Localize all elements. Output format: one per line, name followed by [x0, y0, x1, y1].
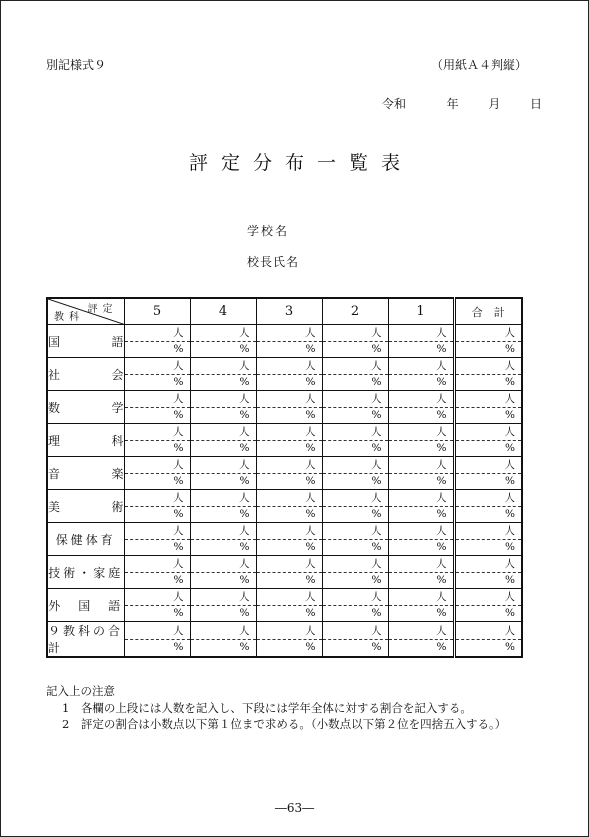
total-cell[interactable] [454, 391, 522, 424]
percent-field[interactable]: % [173, 408, 184, 421]
percent-field[interactable]: % [505, 573, 515, 586]
total-cell[interactable] [454, 424, 522, 457]
subject-name-text [48, 564, 124, 581]
count-field[interactable]: 人 [389, 524, 453, 540]
count-field[interactable]: 人 [456, 624, 522, 640]
percent-field[interactable]: % [173, 640, 184, 653]
percent-field[interactable]: % [305, 474, 316, 487]
percent-field[interactable]: % [305, 540, 316, 553]
grade-cell[interactable] [256, 325, 322, 358]
subject-name [47, 589, 124, 622]
grade-cell[interactable] [322, 424, 388, 457]
subject-label: 保健体育 [55, 532, 116, 547]
count-field[interactable]: 人 [257, 590, 322, 606]
grade-cell[interactable] [388, 556, 454, 589]
percent-field[interactable]: % [371, 474, 382, 487]
grade-cell[interactable] [190, 622, 256, 658]
grade-cell[interactable] [388, 622, 454, 658]
grade-cell[interactable] [124, 622, 190, 658]
date-line [382, 95, 542, 112]
count-field[interactable]: 人 [191, 326, 256, 342]
subject-name-text [48, 333, 124, 350]
count-field[interactable]: 人 [389, 326, 453, 342]
total-cell[interactable] [454, 622, 522, 658]
percent-field[interactable]: % [371, 408, 382, 421]
count-field[interactable]: 人 [456, 590, 522, 606]
corner-diagonal-cell [47, 298, 124, 325]
paper-size-note: （用紙Ａ４判縦） [430, 58, 527, 72]
grade-cell[interactable] [124, 556, 190, 589]
subject-char-last: 楽 [111, 466, 124, 481]
subject-char-last: 会 [111, 367, 124, 382]
subject-name-text [48, 597, 124, 614]
count-field[interactable]: 人 [456, 359, 522, 375]
grade-cell[interactable] [322, 391, 388, 424]
subject-name [47, 622, 124, 658]
grade-cell[interactable] [322, 622, 388, 658]
subject-name [47, 490, 124, 523]
subject-name-text [48, 366, 124, 383]
notes [46, 683, 506, 733]
subject-name-text [48, 465, 124, 482]
total-cell[interactable] [454, 556, 522, 589]
subject-name-text [48, 498, 124, 515]
notes-heading: 記入上の注意 [46, 684, 115, 698]
table-row [47, 391, 522, 424]
count-field[interactable]: 人 [456, 425, 522, 441]
count-field[interactable]: 人 [323, 491, 388, 507]
count-field[interactable]: 人 [389, 425, 453, 441]
table-row [47, 622, 522, 658]
grade-cell[interactable] [124, 358, 190, 391]
percent-field[interactable]: % [305, 441, 316, 454]
percent-field[interactable]: % [505, 342, 515, 355]
percent-field[interactable]: % [305, 606, 316, 619]
grade-cell[interactable] [256, 622, 322, 658]
subject-label: ９教科の合計 [48, 624, 124, 655]
percent-field[interactable]: % [505, 441, 515, 454]
percent-field[interactable]: % [305, 342, 316, 355]
percent-field[interactable]: % [239, 474, 250, 487]
percent-field[interactable]: % [173, 342, 184, 355]
table-row [47, 424, 522, 457]
grade-cell[interactable] [190, 589, 256, 622]
count-field[interactable]: 人 [191, 557, 256, 573]
count-field[interactable]: 人 [191, 425, 256, 441]
count-field[interactable]: 人 [323, 524, 388, 540]
percent-field[interactable]: % [371, 507, 382, 520]
subject-name-text [48, 432, 124, 449]
count-field[interactable]: 人 [257, 458, 322, 474]
page-title: 評定分布一覧表 [188, 152, 413, 174]
note-item-2: 2 評定の割合は小数点以下第１位まで求める。（小数点以下第２位を四捨五入する。） [62, 717, 507, 731]
table-row [47, 358, 522, 391]
count-field[interactable]: 人 [257, 326, 322, 342]
subject-label: 技術・家庭 [48, 565, 124, 580]
grade-cell[interactable] [124, 523, 190, 556]
count-field[interactable]: 人 [389, 590, 453, 606]
grade-cell[interactable] [322, 358, 388, 391]
count-field[interactable]: 人 [323, 326, 388, 342]
percent-field[interactable]: % [505, 640, 515, 653]
date-year: 年 [446, 97, 459, 111]
percent-field[interactable]: % [505, 540, 515, 553]
grade-cell[interactable] [190, 490, 256, 523]
percent-field[interactable]: % [173, 375, 184, 388]
count-field[interactable]: 人 [125, 624, 190, 640]
percent-field[interactable]: % [173, 606, 184, 619]
count-field[interactable]: 人 [257, 557, 322, 573]
count-field[interactable]: 人 [456, 392, 522, 408]
date-era: 令和 [382, 97, 407, 111]
table-row [47, 556, 522, 589]
count-field[interactable]: 人 [323, 624, 388, 640]
count-field[interactable]: 人 [191, 624, 256, 640]
percent-field[interactable]: % [239, 640, 250, 653]
count-field[interactable]: 人 [191, 524, 256, 540]
grade-cell[interactable] [124, 325, 190, 358]
percent-field[interactable]: % [173, 507, 184, 520]
count-field[interactable]: 人 [323, 557, 388, 573]
grade-cell[interactable] [388, 589, 454, 622]
percent-field[interactable]: % [371, 342, 382, 355]
count-field[interactable]: 人 [191, 590, 256, 606]
percent-field[interactable]: % [173, 474, 184, 487]
grade-cell[interactable] [124, 490, 190, 523]
subject-label: 外 国 語 [48, 598, 124, 613]
grade-cell[interactable] [322, 523, 388, 556]
grade-cell[interactable] [190, 556, 256, 589]
corner-label-subject: 教科 [54, 312, 84, 323]
total-cell[interactable] [454, 589, 522, 622]
subject-name [47, 325, 124, 358]
table-row [47, 457, 522, 490]
count-field[interactable]: 人 [456, 524, 522, 540]
grade-cell[interactable] [124, 589, 190, 622]
grade-header-4: 4 [190, 298, 256, 325]
subject-name [47, 523, 124, 556]
count-field[interactable]: 人 [389, 491, 453, 507]
grade-cell[interactable] [388, 358, 454, 391]
grade-cell[interactable] [190, 391, 256, 424]
percent-field[interactable]: % [436, 640, 447, 653]
count-field[interactable]: 人 [125, 359, 190, 375]
grade-cell[interactable] [322, 457, 388, 490]
count-field[interactable]: 人 [389, 392, 453, 408]
grade-cell[interactable] [256, 457, 322, 490]
grade-header-2: 2 [322, 298, 388, 325]
grade-cell[interactable] [388, 457, 454, 490]
count-field[interactable]: 人 [389, 359, 453, 375]
percent-field[interactable]: % [239, 342, 250, 355]
count-field[interactable]: 人 [125, 590, 190, 606]
grade-cell[interactable] [256, 556, 322, 589]
percent-field[interactable]: % [305, 375, 316, 388]
subject-name-text [48, 531, 124, 548]
percent-field[interactable]: % [505, 606, 515, 619]
grade-cell[interactable] [190, 457, 256, 490]
percent-field[interactable]: % [371, 375, 382, 388]
grade-header-1: 1 [388, 298, 454, 325]
count-field[interactable]: 人 [257, 491, 322, 507]
count-field[interactable]: 人 [125, 392, 190, 408]
subject-name [47, 556, 124, 589]
subject-name [47, 457, 124, 490]
grade-header-3: 3 [256, 298, 322, 325]
percent-field[interactable]: % [173, 441, 184, 454]
table-header-row [47, 298, 522, 325]
grade-cell[interactable] [322, 490, 388, 523]
total-cell[interactable] [454, 490, 522, 523]
grade-cell[interactable] [256, 358, 322, 391]
grade-cell[interactable] [256, 391, 322, 424]
subject-name-text [48, 622, 124, 656]
percent-field[interactable]: % [436, 474, 447, 487]
percent-field[interactable]: % [436, 606, 447, 619]
count-field[interactable]: 人 [191, 491, 256, 507]
percent-field[interactable]: % [371, 573, 382, 586]
count-field[interactable]: 人 [323, 458, 388, 474]
count-field[interactable]: 人 [125, 425, 190, 441]
percent-field[interactable]: % [305, 640, 316, 653]
table-row [47, 490, 522, 523]
grade-cell[interactable] [322, 325, 388, 358]
subject-char-first: 社 [48, 367, 61, 382]
percent-field[interactable]: % [173, 573, 184, 586]
percent-field[interactable]: % [505, 474, 515, 487]
percent-field[interactable]: % [505, 375, 515, 388]
table-body [47, 325, 522, 658]
percent-field[interactable]: % [436, 441, 447, 454]
principal-name-label: 校長氏名 [247, 255, 300, 269]
grade-distribution-table [46, 297, 523, 658]
percent-field[interactable]: % [239, 408, 250, 421]
count-field[interactable]: 人 [323, 590, 388, 606]
note-item-1: 1 各欄の上段には人数を記入し、下段には学年全体に対する割合を記入する。 [62, 700, 472, 715]
percent-field[interactable]: % [371, 540, 382, 553]
subject-name-text [48, 399, 124, 416]
percent-field[interactable]: % [436, 507, 447, 520]
count-field[interactable]: 人 [125, 524, 190, 540]
form-id: 別記様式９ [46, 58, 107, 72]
percent-field[interactable]: % [436, 540, 447, 553]
count-field[interactable]: 人 [191, 458, 256, 474]
grade-cell[interactable] [190, 358, 256, 391]
grade-cell[interactable] [256, 424, 322, 457]
count-field[interactable]: 人 [456, 326, 522, 342]
subject-char-first: 音 [48, 466, 61, 481]
subject-char-last: 学 [111, 400, 124, 415]
total-cell[interactable] [454, 358, 522, 391]
subject-char-last: 科 [111, 433, 124, 448]
subject-char-first: 理 [48, 433, 61, 448]
grade-cell[interactable] [124, 391, 190, 424]
count-field[interactable]: 人 [257, 624, 322, 640]
count-field[interactable]: 人 [125, 491, 190, 507]
grade-cell[interactable] [190, 523, 256, 556]
count-field[interactable]: 人 [125, 326, 190, 342]
count-field[interactable]: 人 [257, 359, 322, 375]
percent-field[interactable]: % [436, 342, 447, 355]
percent-field[interactable]: % [305, 408, 316, 421]
count-field[interactable]: 人 [456, 458, 522, 474]
grade-cell[interactable] [388, 490, 454, 523]
count-field[interactable]: 人 [389, 458, 453, 474]
date-month: 月 [488, 97, 501, 111]
count-field[interactable]: 人 [257, 524, 322, 540]
percent-field[interactable]: % [239, 507, 250, 520]
subject-name [47, 424, 124, 457]
percent-field[interactable]: % [239, 540, 250, 553]
grade-cell[interactable] [124, 424, 190, 457]
grade-cell[interactable] [190, 325, 256, 358]
percent-field[interactable]: % [239, 375, 250, 388]
total-cell[interactable] [454, 523, 522, 556]
count-field[interactable]: 人 [323, 359, 388, 375]
percent-field[interactable]: % [239, 573, 250, 586]
subject-char-last: 術 [111, 499, 124, 514]
corner-label-grade: 評定 [87, 304, 118, 315]
total-cell[interactable] [454, 325, 522, 358]
grade-cell[interactable] [322, 589, 388, 622]
count-field[interactable]: 人 [456, 491, 522, 507]
count-field[interactable]: 人 [257, 392, 322, 408]
subject-char-first: 美 [48, 499, 61, 514]
subject-char-first: 国 [48, 334, 61, 349]
percent-field[interactable]: % [239, 606, 250, 619]
percent-field[interactable]: % [239, 441, 250, 454]
percent-field[interactable]: % [371, 640, 382, 653]
count-field[interactable]: 人 [125, 458, 190, 474]
percent-field[interactable]: % [505, 408, 515, 421]
total-cell[interactable] [454, 457, 522, 490]
percent-field[interactable]: % [371, 606, 382, 619]
subject-name [47, 391, 124, 424]
count-field[interactable]: 人 [257, 425, 322, 441]
table-row [47, 325, 522, 358]
total-header: 合 計 [454, 298, 522, 325]
count-field[interactable]: 人 [191, 392, 256, 408]
grade-cell[interactable] [388, 391, 454, 424]
percent-field[interactable]: % [436, 573, 447, 586]
school-name-label: 学校名 [247, 224, 290, 238]
count-field[interactable]: 人 [191, 359, 256, 375]
percent-field[interactable]: % [305, 507, 316, 520]
grade-cell[interactable] [322, 556, 388, 589]
page-number: ―63― [274, 801, 315, 815]
percent-field[interactable]: % [305, 573, 316, 586]
grade-cell[interactable] [256, 589, 322, 622]
percent-field[interactable]: % [173, 540, 184, 553]
subject-name [47, 358, 124, 391]
percent-field[interactable]: % [371, 441, 382, 454]
grade-cell[interactable] [124, 457, 190, 490]
count-field[interactable]: 人 [323, 425, 388, 441]
percent-field[interactable]: % [436, 408, 447, 421]
count-field[interactable]: 人 [125, 557, 190, 573]
grade-cell[interactable] [256, 490, 322, 523]
percent-field[interactable]: % [505, 507, 515, 520]
grade-cell[interactable] [190, 424, 256, 457]
grade-cell[interactable] [388, 424, 454, 457]
grade-cell[interactable] [388, 523, 454, 556]
table-row [47, 523, 522, 556]
table-row [47, 589, 522, 622]
count-field[interactable]: 人 [323, 392, 388, 408]
percent-field[interactable]: % [436, 375, 447, 388]
subject-char-first: 数 [48, 400, 61, 415]
grade-cell[interactable] [388, 325, 454, 358]
count-field[interactable]: 人 [389, 624, 453, 640]
date-day: 日 [530, 97, 543, 111]
count-field[interactable]: 人 [456, 557, 522, 573]
subject-char-last: 語 [111, 334, 124, 349]
grade-cell[interactable] [256, 523, 322, 556]
grade-header-5: 5 [124, 298, 190, 325]
count-field[interactable]: 人 [389, 557, 453, 573]
